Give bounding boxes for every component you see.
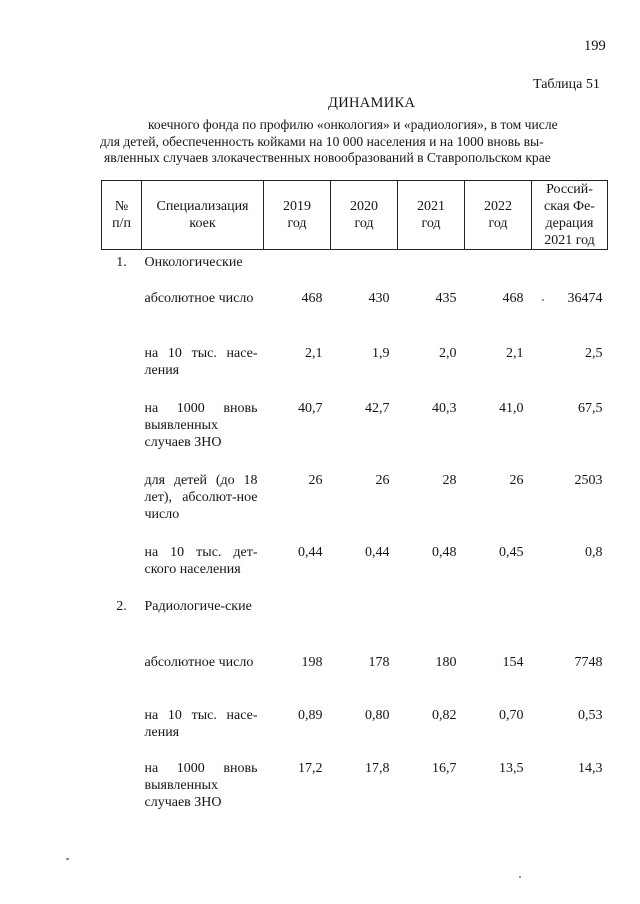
value-2019: 17,2 — [298, 761, 323, 776]
group-name: Радиологиче-ские — [144, 599, 252, 614]
value-2019: 0,44 — [298, 545, 323, 560]
value-2019: 198 — [301, 655, 323, 670]
subtitle-line: явленных случаев злокачественных новообразований в Ставропольском крае — [104, 150, 551, 165]
table-row — [102, 590, 608, 646]
value-2022: 0,70 — [499, 708, 524, 723]
row-label: абсолютное число — [144, 655, 254, 670]
table-row — [102, 464, 608, 536]
header-number: № п/п — [102, 181, 142, 250]
header-2019: 2019 год — [264, 181, 331, 250]
value-rf-2021: 7748 — [574, 655, 603, 670]
value-2020: 0,44 — [365, 545, 390, 560]
group-number: 2. — [116, 599, 127, 614]
value-2021: 0,82 — [432, 708, 457, 723]
value-2022: 154 — [502, 655, 524, 670]
bed-fund-table — [101, 180, 608, 816]
subtitle-line: коечного фонда по профилю «онкология» и «радиология», в том числе — [148, 117, 558, 132]
table-row — [102, 392, 608, 464]
value-2020: 17,8 — [365, 761, 390, 776]
value-2021: 0,48 — [432, 545, 457, 560]
value-2021: 180 — [435, 655, 457, 670]
value-2019: 26 — [308, 473, 323, 488]
value-rf-2021: 67,5 — [578, 401, 603, 416]
value-2019: 468 — [301, 291, 323, 306]
table-row — [102, 699, 608, 752]
header-2022: 2022 год — [465, 181, 532, 250]
value-2019: 0,89 — [298, 708, 323, 723]
table-row — [102, 282, 608, 337]
value-rf-2021: 36474 — [567, 291, 603, 306]
value-2021: 2,0 — [439, 346, 457, 361]
value-2020: 42,7 — [365, 401, 390, 416]
value-2020: 178 — [368, 655, 390, 670]
value-rf-2021: 2503 — [574, 473, 603, 488]
group-name: Онкологические — [144, 255, 243, 270]
row-label: на 1000 вновь выявленных случаев ЗНО — [144, 401, 258, 450]
value-rf-2021: 0,53 — [578, 708, 603, 723]
header-russian-federation-2021: Россий- ская Фе- дерация 2021 год — [532, 181, 608, 250]
value-2022: 468 — [502, 291, 524, 306]
document-subtitle — [100, 117, 615, 167]
value-2021: 28 — [442, 473, 457, 488]
row-label: для детей (до 18 лет), абсолют-ное число — [144, 473, 258, 522]
scan-speck — [542, 299, 544, 301]
table-row — [102, 337, 608, 392]
value-2021: 435 — [435, 291, 457, 306]
header-2020: 2020 год — [331, 181, 398, 250]
row-label: на 1000 вновь выявленных случаев ЗНО — [144, 761, 258, 810]
value-2020: 26 — [375, 473, 390, 488]
table-row — [102, 752, 608, 816]
value-2020: 430 — [368, 291, 390, 306]
value-rf-2021: 0,8 — [585, 545, 603, 560]
scan-speck — [519, 876, 521, 878]
header-2021: 2021 год — [398, 181, 465, 250]
header-specialization: Специализация коек — [142, 181, 264, 250]
value-2022: 41,0 — [499, 401, 524, 416]
table-row — [102, 646, 608, 699]
table-row — [102, 536, 608, 590]
row-label: абсолютное число — [144, 291, 254, 306]
value-rf-2021: 2,5 — [585, 346, 603, 361]
table-label: Таблица 51 — [533, 77, 600, 92]
group-number: 1. — [116, 255, 127, 270]
row-label: на 10 тыс. дет-ского населения — [144, 545, 258, 577]
value-2020: 0,80 — [365, 708, 390, 723]
value-rf-2021: 14,3 — [578, 761, 603, 776]
value-2020: 1,9 — [372, 346, 390, 361]
value-2019: 40,7 — [298, 401, 323, 416]
row-label: на 10 тыс. насе-ления — [144, 708, 258, 740]
subtitle-line: для детей, обеспеченность койками на 10 000 населения и на 1000 вновь вы- — [100, 133, 544, 149]
scan-speck — [66, 858, 69, 860]
value-2021: 16,7 — [432, 761, 457, 776]
table-header-row — [102, 181, 608, 250]
table-row — [102, 250, 608, 283]
value-2022: 26 — [509, 473, 524, 488]
page-number: 199 — [584, 38, 606, 54]
value-2022: 0,45 — [499, 545, 524, 560]
document-title: ДИНАМИКА — [328, 95, 416, 111]
value-2022: 2,1 — [506, 346, 524, 361]
row-label: на 10 тыс. насе-ления — [144, 346, 258, 378]
value-2019: 2,1 — [305, 346, 323, 361]
value-2022: 13,5 — [499, 761, 524, 776]
value-2021: 40,3 — [432, 401, 457, 416]
